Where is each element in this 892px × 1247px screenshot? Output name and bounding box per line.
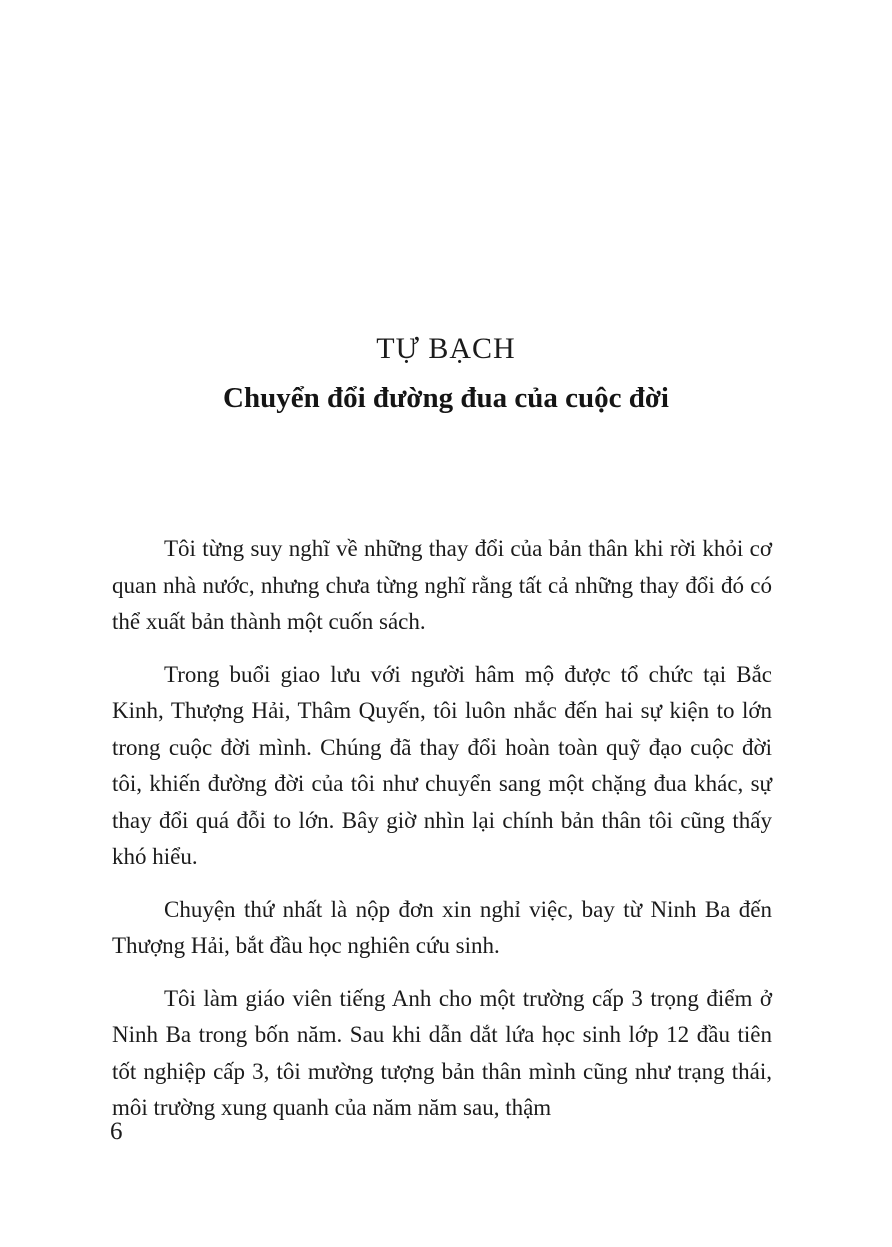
chapter-title: TỰ BẠCH [376, 332, 516, 365]
chapter-subtitle: Chuyển đổi đường đua của cuộc đời [223, 382, 669, 414]
paragraph-2: Trong buổi giao lưu với người hâm mộ được tổ chức tại Bắc Kinh, Thượng Hải, Thâm Quyến, tôi luôn nhắc đến hai sự kiện to lớn trong cuộc đời mình. Chúng đã thay đổi hoàn toàn quỹ đạo cuộc đời tôi, khiến đường đời của tôi như chuyển sang một chặng đua khác, sự thay đổi quá đỗi to lớn. Bây giờ nhìn lại chính bản thân tôi cũng thấy khó hiểu. [112, 661, 772, 869]
paragraph-4: Tôi làm giáo viên tiếng Anh cho một trường cấp 3 trọng điểm ở Ninh Ba trong bốn năm. Sau khi dẫn dắt lứa học sinh lớp 12 đầu tiên tốt nghiệp cấp 3, tôi mường tượng bản thân mình cũng như trạng thái, môi trường xung quanh của năm năm sau, thậm [112, 985, 772, 1120]
paragraph-3: Chuyện thứ nhất là nộp đơn xin nghỉ việc, bay từ Ninh Ba đến Thượng Hải, bắt đầu học nghiên cứu sinh. [112, 896, 772, 958]
body-text [112, 531, 772, 1143]
paragraph-1: Tôi từng suy nghĩ về những thay đổi của bản thân khi rời khỏi cơ quan nhà nước, nhưng chưa từng nghĩ rằng tất cả những thay đổi đó có thể xuất bản thành một cuốn sách. [112, 536, 772, 634]
page-number: 6 [110, 1118, 123, 1145]
